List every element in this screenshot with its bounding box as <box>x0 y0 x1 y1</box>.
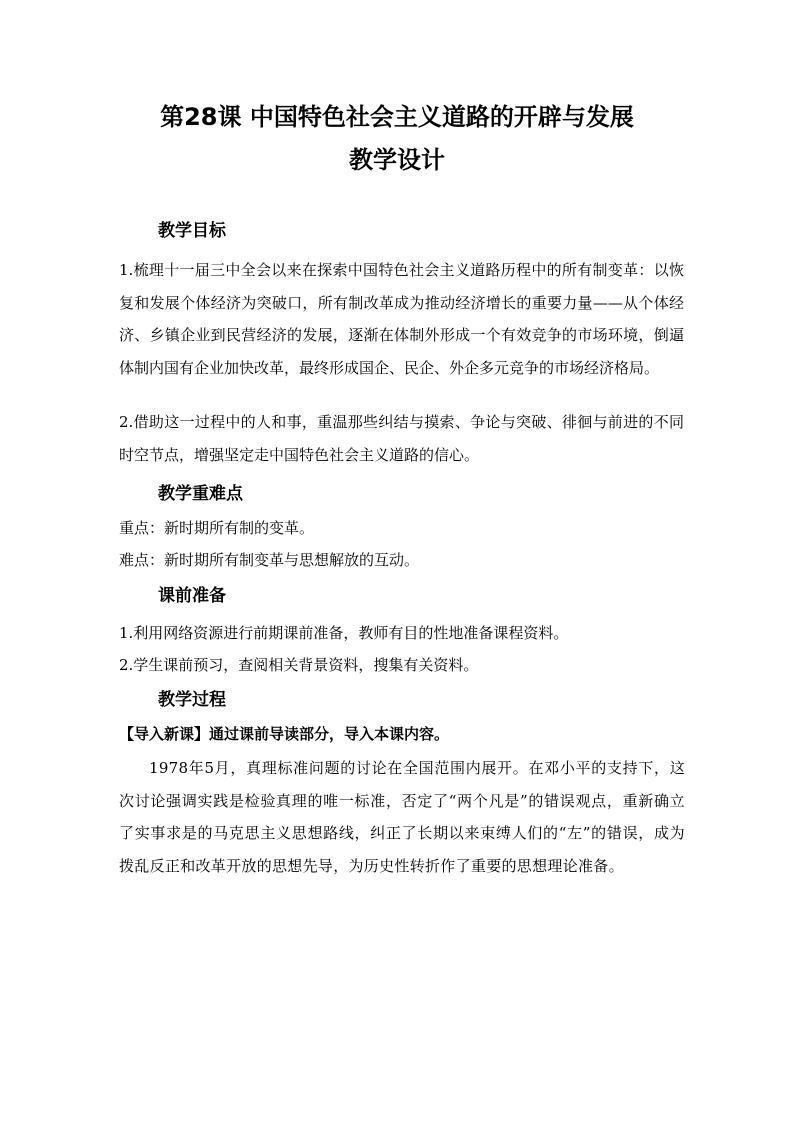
preparation-item-2: 2.学生课前预习，查阅相关背景资料，搜集有关资料。 <box>119 656 479 674</box>
document-subtitle: 教学设计 <box>349 146 445 174</box>
section-heading-objectives: 教学目标 <box>158 221 226 241</box>
intro-lead: 【导入新课】通过课前导读部分，导入本课内容。 <box>119 725 450 743</box>
section-heading-key-points: 教学重难点 <box>158 484 243 504</box>
key-point-item: 重点：新时期所有制的变革。 <box>119 519 315 537</box>
document-title: 第28课 中国特色社会主义道路的开辟与发展 <box>160 103 634 131</box>
difficult-point-item: 难点：新时期所有制变革与思想解放的互动。 <box>119 551 420 569</box>
objective-item-1: 1.梳理十一届三中全会以来在探索中国特色社会主义道路历程中的所有制变革：以恢复和发展个体经济为突破口，所有制改革成为推动经济增长的重要力量——从个体经济、乡镇企业到民营经济的发展，逐渐在体制外形成一个有效竞争的市场环境，倒逼体制内国有企业加快改革，最终形成国企、民企、外企多元竞争的市场经济格局。 <box>119 261 684 377</box>
intro-paragraph: 1978年5月，真理标准问题的讨论在全国范围内展开。在邓小平的支持下，这次讨论强调实践是检验真理的唯一标准，否定了“两个凡是”的错误观点，重新确立了实事求是的马克思主义思想路线，纠正了长期以来束缚人们的“左”的错误，成为拨乱反正和改革开放的思想先导，为历史性转折作了重要的思想理论准备。 <box>119 759 685 875</box>
section-heading-process: 教学过程 <box>158 690 226 710</box>
objective-item-2: 2.借助这一过程中的人和事，重温那些纠结与摸索、争论与突破、徘徊与前进的不同时空节点，增强坚定走中国特色社会主义道路的信心。 <box>119 413 684 464</box>
preparation-item-1: 1.利用网络资源进行前期课前准备，教师有目的性地准备课程资料。 <box>119 624 569 642</box>
section-heading-preparation: 课前准备 <box>158 586 226 606</box>
